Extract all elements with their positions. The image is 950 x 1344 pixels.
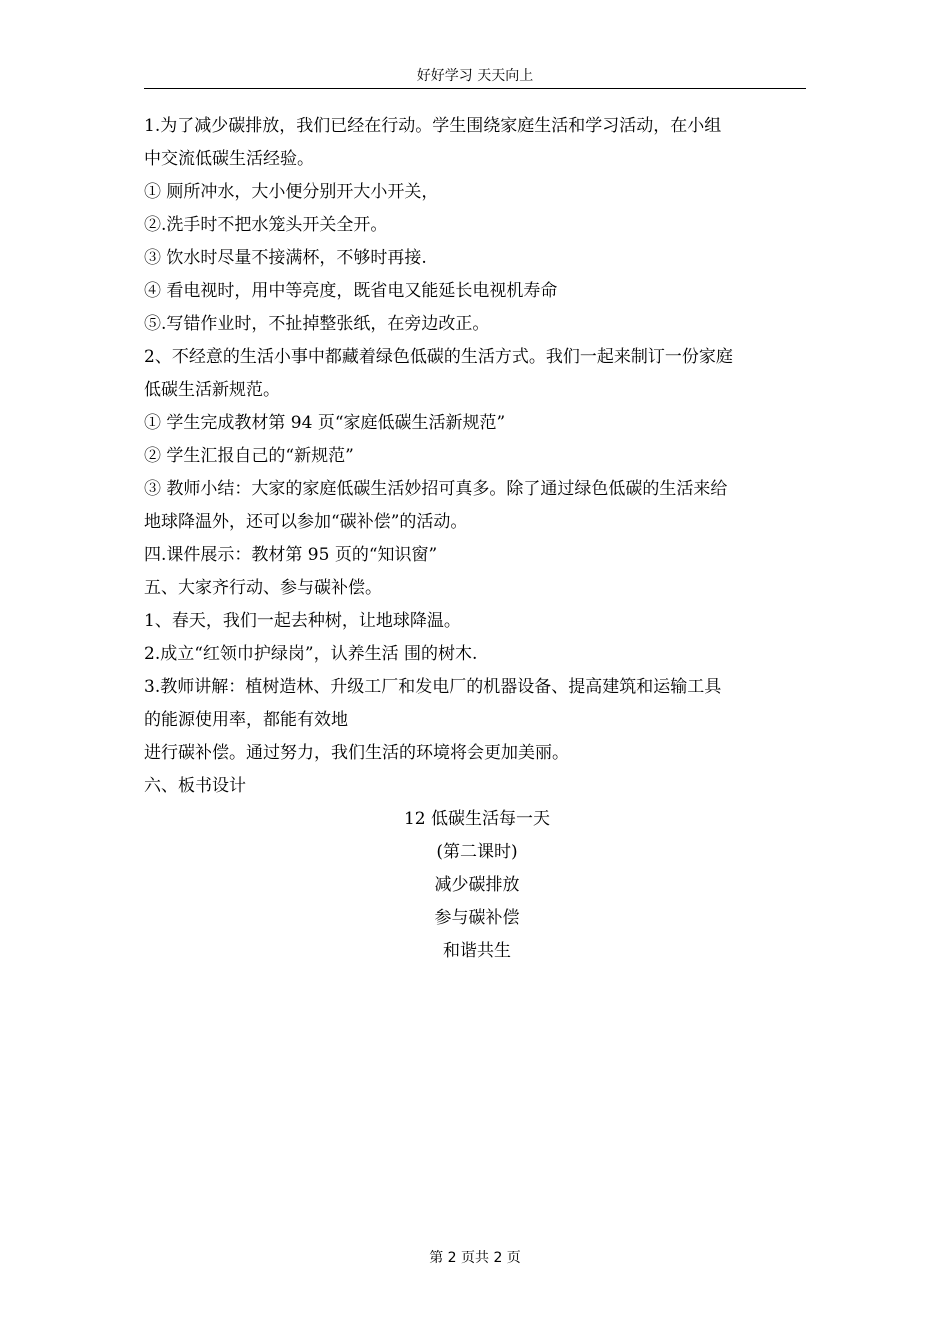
body-line: 2.成立“红领巾护绿岗”，认养生活 围的树木.	[144, 644, 478, 664]
page-header: 好好学习 天天向上	[416, 68, 534, 84]
body-line: ① 厕所冲水，大小便分别开大小开关，	[144, 182, 439, 202]
body-line: 中交流低碳生活经验。	[144, 149, 314, 169]
body-line: ⑤.写错作业时，不扯掉整张纸，在旁边改正。	[144, 314, 490, 334]
body-line: 3.教师讲解：植树造林、升级工厂和发电厂的机器设备、提高建筑和运输工具	[144, 677, 722, 697]
header-divider	[144, 88, 806, 89]
body-line: 进行碳补偿。通过努力，我们生活的环境将会更加美丽。	[144, 743, 569, 763]
board-line: 参与碳补偿	[434, 908, 520, 928]
board-title: 12 低碳生活每一天	[403, 809, 551, 829]
body-line: 四.课件展示：教材第 95 页的“知识窗”	[144, 545, 438, 565]
body-line: 五、大家齐行动、参与碳补偿。	[144, 578, 382, 598]
body-line: ② 学生汇报自己的“新规范”	[144, 446, 354, 466]
body-line: 的能源使用率，都能有效地	[144, 710, 348, 730]
body-line: ③ 饮水时尽量不接满杯，不够时再接.	[144, 248, 427, 268]
body-line: 1、春天，我们一起去种树，让地球降温。	[144, 611, 461, 631]
body-line: 2、不经意的生活小事中都藏着绿色低碳的生活方式。我们一起来制订一份家庭	[144, 347, 733, 367]
board-subtitle: (第二课时)	[436, 842, 518, 862]
body-line: 低碳生活新规范。	[144, 380, 280, 400]
body-line: 地球降温外，还可以参加“碳补偿”的活动。	[144, 512, 468, 532]
board-design	[144, 803, 810, 968]
document-body	[144, 110, 810, 968]
body-line: ① 学生完成教材第 94 页“家庭低碳生活新规范”	[144, 413, 506, 433]
body-line: ④ 看电视时，用中等亮度，既省电又能延长电视机寿命	[144, 281, 558, 301]
body-line: 六、板书设计	[144, 776, 246, 796]
body-line: ③ 教师小结：大家的家庭低碳生活妙招可真多。除了通过绿色低碳的生活来给	[144, 479, 728, 499]
board-line: 减少碳排放	[434, 875, 520, 895]
board-line: 和谐共生	[443, 941, 511, 961]
body-line: ②.洗手时不把水笼头开关全开。	[144, 215, 388, 235]
body-line: 1.为了减少碳排放，我们已经在行动。学生围绕家庭生活和学习活动，在小组	[144, 116, 722, 136]
page-number: 第 2 页共 2 页	[429, 1250, 521, 1266]
